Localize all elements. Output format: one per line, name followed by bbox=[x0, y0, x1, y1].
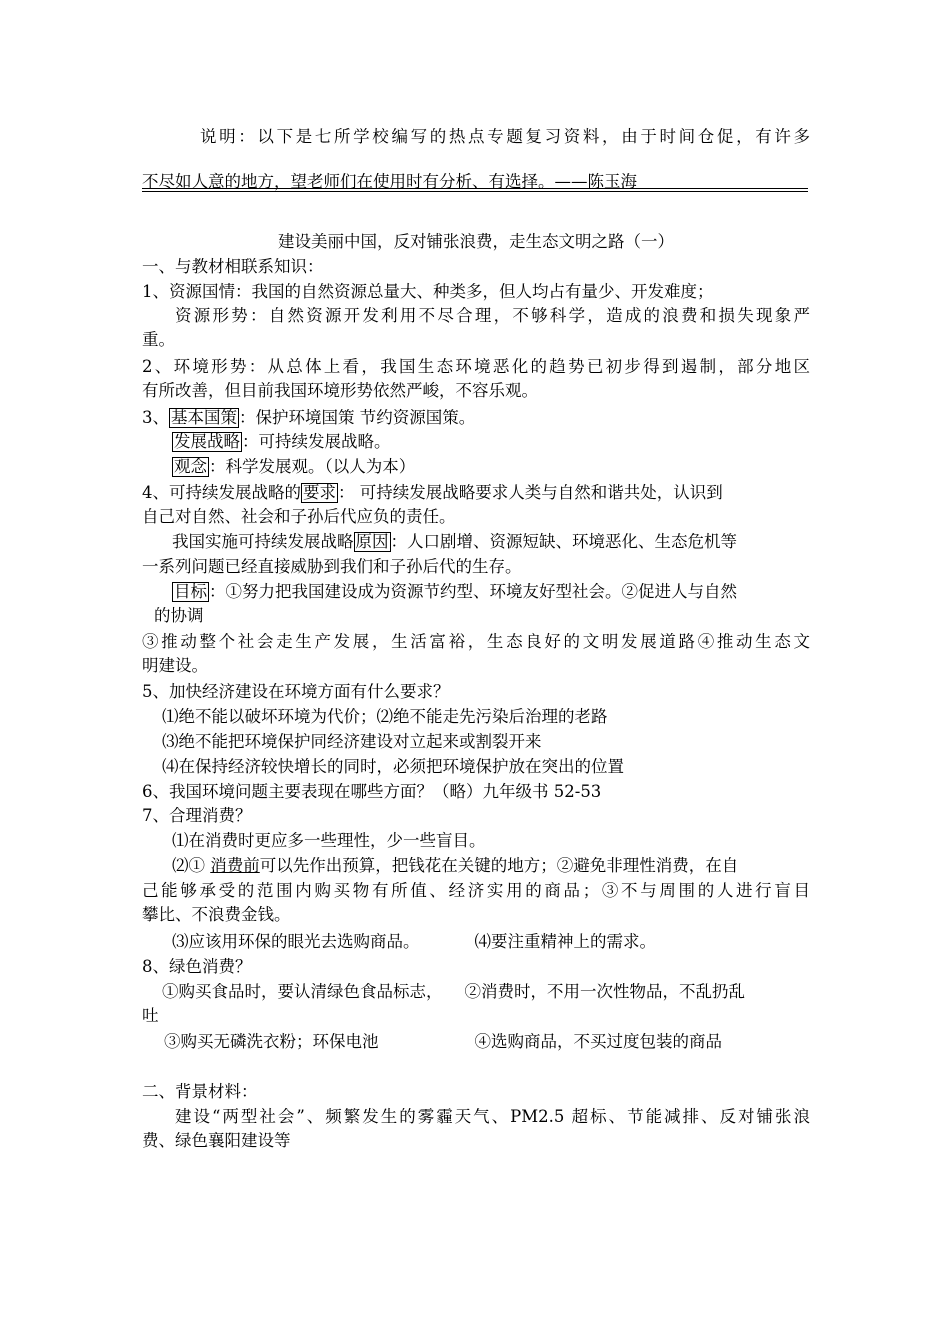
section-2-line-1: 建设“两型社会”、频繁发生的雾霾天气、PM2.5 超标、节能减排、反对铺张浪 bbox=[175, 1107, 810, 1126]
item-7-part-4: ⑷要注重精神上的需求。 bbox=[474, 932, 656, 951]
item-7-part-3: ⑶应该用环保的眼光去选购商品。 bbox=[172, 932, 420, 951]
note-line-2: 不尽如人意的地方，望老师们在使用时有分析、有选择。——陈玉海 bbox=[142, 172, 637, 191]
item-4-reason-text: ：人口剧增、资源短缺、环境恶化、生态危机等 bbox=[390, 532, 737, 551]
item-4-goal-text: ：①努力把我国建设成为资源节约型、环境友好型社会。②促进人与自然 bbox=[209, 582, 737, 601]
item-2-line-2: 有所改善，但目前我国环境形势依然严峻，不容乐观。 bbox=[142, 381, 538, 400]
section-2-heading: 二、背景材料： bbox=[142, 1082, 258, 1101]
item-8-line-2: 吐 bbox=[142, 1006, 159, 1025]
item-7-line-2 bbox=[142, 854, 810, 878]
item-5-line-3: ⑷在保持经济较快增长的同时，必须把环境保护放在突出的位置 bbox=[162, 757, 624, 776]
item-7-line-3: 己能够承受的范围内购买物有所值、经济实用的商品；③不与周围的人进行盲目 bbox=[142, 881, 810, 900]
item-7-line-5 bbox=[142, 930, 810, 954]
item-4-line-8: 明建设。 bbox=[142, 656, 208, 675]
item-4-reason-prefix: 我国实施可持续发展战略 bbox=[172, 532, 354, 551]
underlined-term-before-consumption: 消费前 bbox=[210, 856, 260, 875]
item-8-line-3 bbox=[142, 1030, 810, 1054]
item-7-heading: 7、合理消费？ bbox=[142, 806, 252, 825]
item-8-line-1 bbox=[142, 980, 810, 1004]
item-1-line-1: 1、资源国情：我国的自然资源总量大、种类多，但人均占有量少、开发难度； bbox=[142, 282, 714, 301]
item-8-part-2: ②消费时，不用一次性物品，不乱扔乱 bbox=[464, 982, 745, 1001]
item-4-line-3 bbox=[142, 530, 810, 554]
item-7-prefix: ⑵① bbox=[172, 856, 211, 875]
item-1-line-3: 重。 bbox=[142, 330, 175, 349]
item-3-prefix: 3、 bbox=[142, 408, 169, 427]
item-5-line-2: ⑶绝不能把环境保护同经济建设对立起来或割裂开来 bbox=[162, 732, 542, 751]
item-3-line-3 bbox=[142, 455, 810, 479]
item-8-part-1: ①购买食品时，要认清绿色食品标志， bbox=[162, 982, 443, 1001]
note-line-1: 说明：以下是七所学校编写的热点专题复习资料，由于时间仓促，有许多 bbox=[200, 127, 810, 146]
item-3-text-2: ：可持续发展战略。 bbox=[242, 432, 391, 451]
rule-bottom bbox=[142, 191, 808, 192]
item-7-line-4: 攀比、不浪费金钱。 bbox=[142, 905, 291, 924]
item-3-line-2 bbox=[142, 430, 810, 454]
item-3-text-1: ：保护环境国策 节约资源国策。 bbox=[239, 408, 476, 427]
boxed-term-basic-policy: 基本国策 bbox=[171, 408, 237, 427]
item-8-heading: 8、绿色消费？ bbox=[142, 957, 252, 976]
item-4-line-2: 自己对自然、社会和子孙后代应负的责任。 bbox=[142, 507, 456, 526]
page-title: 建设美丽中国，反对铺张浪费，走生态文明之路（一） bbox=[278, 232, 674, 251]
item-3-text-3: ：科学发展观。（以人为本） bbox=[209, 457, 416, 476]
item-4-line-6: 的协调 bbox=[154, 606, 204, 625]
item-5-heading: 5、加快经济建设在环境方面有什么要求？ bbox=[142, 682, 450, 701]
item-2-line-1: 2、环境形势：从总体上看，我国生态环境恶化的趋势已初步得到遏制，部分地区 bbox=[142, 357, 810, 376]
item-4-line-7: ③推动整个社会走生产发展，生活富裕，生态良好的文明发展道路④推动生态文 bbox=[142, 632, 810, 651]
boxed-term-concept: 观念 bbox=[174, 457, 207, 476]
section-1-heading: 一、与教材相联系知识： bbox=[142, 257, 324, 276]
boxed-term-requirement: 要求 bbox=[303, 483, 336, 502]
rule-top bbox=[142, 188, 808, 189]
item-7-text: 可以先作出预算，把钱花在关键的地方；②避免非理性消费，在自 bbox=[259, 856, 739, 875]
item-8-part-3: ③购买无磷洗衣粉；环保电池 bbox=[164, 1032, 379, 1051]
item-1-line-2: 资源形势：自然资源开发利用不尽合理，不够科学，造成的浪费和损失现象严 bbox=[175, 306, 810, 325]
item-4-prefix: 4、可持续发展战略的 bbox=[142, 483, 301, 502]
item-4-line-5 bbox=[142, 580, 810, 604]
item-4-line-4: 一系列问题已经直接威胁到我们和子孙后代的生存。 bbox=[142, 557, 522, 576]
section-2-line-2: 费、绿色襄阳建设等 bbox=[142, 1131, 291, 1150]
item-5-line-1: ⑴绝不能以破坏环境为代价；⑵绝不能走先污染后治理的老路 bbox=[162, 707, 608, 726]
item-4-line-1 bbox=[142, 481, 810, 505]
item-7-line-1: ⑴在消费时更应多一些理性，少一些盲目。 bbox=[172, 831, 486, 850]
item-3-line-1 bbox=[142, 406, 810, 430]
item-6: 6、我国环境问题主要表现在哪些方面？（略）九年级书 52-53 bbox=[142, 782, 602, 801]
boxed-term-strategy: 发展战略 bbox=[174, 432, 240, 451]
item-8-part-4: ④选购商品，不买过度包装的商品 bbox=[474, 1032, 722, 1051]
boxed-term-goal: 目标 bbox=[174, 582, 207, 601]
item-4-text: ： 可持续发展战略要求人类与自然和谐共处，认识到 bbox=[338, 483, 723, 502]
boxed-term-reason: 原因 bbox=[355, 532, 389, 551]
